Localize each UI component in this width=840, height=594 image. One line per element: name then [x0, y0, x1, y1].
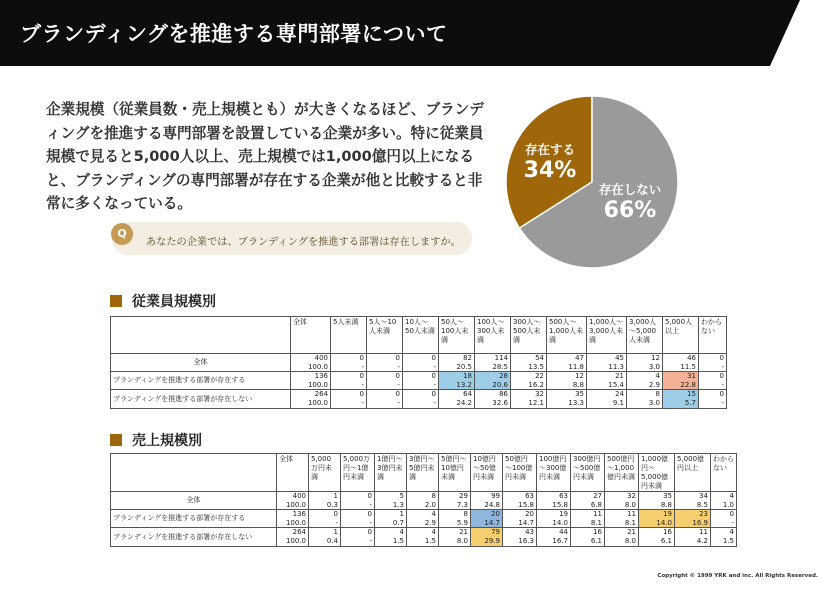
cell-percent: 1.5 — [407, 537, 439, 546]
row-label: ブランディングを推進する部署が存在する — [111, 372, 291, 390]
cell-percent: 13.3 — [547, 399, 587, 408]
cell-count: 0 — [711, 510, 737, 519]
row-label: 全体 — [111, 354, 291, 372]
column-header: 全体 — [277, 454, 309, 492]
column-header: 1,000人～3,000人未満 — [587, 317, 627, 354]
cell-percent: 13.2 — [439, 381, 475, 390]
cell-count: 20 — [503, 510, 537, 519]
section-title-text: 従業員規模別 — [132, 294, 216, 310]
cell-percent: 14.0 — [537, 519, 571, 528]
cell-count: 21 — [439, 528, 471, 537]
cell-count: 114 — [475, 354, 511, 363]
cell-count: 1 — [375, 510, 407, 519]
column-header: 5,000万円未満 — [309, 454, 341, 492]
column-header: 10人～50人未満 — [403, 317, 439, 354]
cell-count: 21 — [605, 528, 639, 537]
cell-percent: 5.9 — [439, 519, 471, 528]
cell-count: 19 — [639, 510, 675, 519]
cell-count: 21 — [587, 372, 627, 381]
cell-percent: 29.9 — [471, 537, 503, 546]
cell-count: 4 — [627, 372, 663, 381]
cell-count: 400 — [291, 354, 331, 363]
cell-percent: 100.0 — [277, 501, 309, 510]
cell-percent: 6.1 — [639, 537, 675, 546]
section-title-employee — [110, 291, 216, 311]
cell-count: 400 — [277, 492, 309, 501]
cell-count: 79 — [471, 528, 503, 537]
cell-count: 16 — [639, 528, 675, 537]
cell-count: 35 — [547, 390, 587, 399]
cell-count: 0 — [403, 354, 439, 363]
cell-percent: 8.0 — [439, 537, 471, 546]
page-title: ブランディングを推進する専門部署について — [20, 22, 448, 46]
lead-paragraph: 企業規模（従業員数・売上規模とも）が大きくなるほど、ブランディングを推進する専門部署を設置している企業が多い。特に従業員規模で見ると5,000人以上、売上規模では1,000億円以上になると、ブランディングの専門部署が存在する企業が他と比較すると非常に多くなっている。 — [46, 101, 484, 212]
section-marker — [110, 295, 122, 307]
cell-count: 0 — [403, 372, 439, 381]
cell-count: 28 — [475, 372, 511, 381]
cell-count: 11 — [605, 510, 639, 519]
cell-count: 64 — [439, 390, 475, 399]
cell-count: 20 — [471, 510, 503, 519]
cell-count: 12 — [547, 372, 587, 381]
cell-count: 12 — [627, 354, 663, 363]
cell-count: 0 — [367, 354, 403, 363]
section-title-sales — [110, 430, 202, 450]
cell-percent: - — [331, 399, 367, 408]
cell-percent: 20.5 — [439, 363, 475, 372]
cell-count: 0 — [341, 528, 375, 537]
cell-percent: 8.1 — [605, 519, 639, 528]
cell-count: 0 — [403, 390, 439, 399]
column-header: 1億円～3億円未満 — [375, 454, 407, 492]
cell-percent: 0.4 — [309, 537, 341, 546]
cell-percent: 6.1 — [571, 537, 605, 546]
cell-percent: 24.8 — [471, 501, 503, 510]
column-header: 3,000人～5,000人未満 — [627, 317, 663, 354]
cell-percent: - — [341, 519, 375, 528]
cell-percent: - — [699, 381, 727, 390]
pie-slice-label: 存在する — [524, 142, 575, 157]
copyright: Copyright © 1999 YRK and inc. All Rights Reserved. — [657, 573, 818, 579]
cell-count: 0 — [699, 390, 727, 399]
cell-count: 4 — [407, 510, 439, 519]
table-row — [111, 390, 727, 399]
cell-percent: 14.7 — [503, 519, 537, 528]
table-row — [111, 492, 737, 501]
cell-percent: 16.2 — [511, 381, 547, 390]
cell-percent: 7.3 — [439, 501, 471, 510]
pie-label-exists — [514, 140, 586, 184]
column-header: 全体 — [291, 317, 331, 354]
column-header: 5人～10人未満 — [367, 317, 403, 354]
cell-count: 82 — [439, 354, 475, 363]
cell-count: 264 — [291, 390, 331, 399]
cell-percent: 28.5 — [475, 363, 511, 372]
cell-count: 19 — [537, 510, 571, 519]
table-row — [111, 372, 727, 381]
cell-percent: - — [367, 381, 403, 390]
cell-count: 24 — [587, 390, 627, 399]
cell-count: 63 — [503, 492, 537, 501]
column-header: 100人～300人未満 — [475, 317, 511, 354]
header-corner — [111, 317, 291, 354]
cell-percent: 24.2 — [439, 399, 475, 408]
cell-count: 4 — [711, 492, 737, 501]
cell-percent: 8.8 — [547, 381, 587, 390]
cell-count: 45 — [587, 354, 627, 363]
cell-count: 8 — [627, 390, 663, 399]
sales-table — [110, 453, 737, 547]
pie-chart — [506, 96, 678, 268]
cell-count: 0 — [699, 354, 727, 363]
cell-count: 35 — [639, 492, 675, 501]
cell-percent: - — [711, 519, 737, 528]
cell-percent: 0.7 — [375, 519, 407, 528]
cell-count: 44 — [537, 528, 571, 537]
column-header: 500人～1,000人未満 — [547, 317, 587, 354]
cell-count: 0 — [309, 510, 341, 519]
cell-percent: 20.6 — [475, 381, 511, 390]
section-title-text: 売上規模別 — [132, 433, 202, 449]
cell-percent: - — [331, 363, 367, 372]
cell-percent: - — [403, 399, 439, 408]
cell-percent: 1.5 — [711, 537, 737, 546]
row-label: 全体 — [111, 492, 277, 510]
table-row — [111, 510, 737, 519]
column-header: 5,000人以上 — [663, 317, 699, 354]
cell-count: 1 — [309, 528, 341, 537]
cell-count: 8 — [439, 510, 471, 519]
cell-percent: 22.8 — [663, 381, 699, 390]
cell-count: 27 — [571, 492, 605, 501]
cell-count: 32 — [605, 492, 639, 501]
cell-percent: - — [403, 363, 439, 372]
cell-count: 0 — [341, 510, 375, 519]
pie-slice-value: 66% — [603, 198, 657, 223]
cell-percent: - — [367, 363, 403, 372]
column-header: 500億円～1,000億円未満 — [605, 454, 639, 492]
column-header: 5億円～10億円未満 — [439, 454, 471, 492]
cell-count: 46 — [663, 354, 699, 363]
cell-percent: 16.7 — [537, 537, 571, 546]
cell-count: 136 — [277, 510, 309, 519]
cell-count: 29 — [439, 492, 471, 501]
cell-percent: - — [403, 381, 439, 390]
cell-count: 4 — [711, 528, 737, 537]
cell-percent: - — [341, 501, 375, 510]
column-header: 3億円～5億円未満 — [407, 454, 439, 492]
table-header-row — [111, 317, 727, 354]
cell-percent: 100.0 — [291, 363, 331, 372]
cell-count: 264 — [277, 528, 309, 537]
cell-percent: 6.8 — [571, 501, 605, 510]
cell-percent: 14.7 — [471, 519, 503, 528]
employee-table — [110, 316, 727, 409]
pie-slice-value: 34% — [523, 158, 577, 183]
column-header: 300人～500人未満 — [511, 317, 547, 354]
pie-slice-label: 存在しない — [598, 182, 662, 197]
cell-percent: 100.0 — [277, 537, 309, 546]
cell-percent: 16.9 — [675, 519, 711, 528]
cell-percent: 100.0 — [291, 381, 331, 390]
cell-count: 34 — [675, 492, 711, 501]
cell-percent: 13.5 — [511, 363, 547, 372]
column-header: 300億円～500億円未満 — [571, 454, 605, 492]
cell-count: 23 — [675, 510, 711, 519]
cell-percent: 14.0 — [639, 519, 675, 528]
question-badge: Q — [111, 223, 133, 245]
cell-percent: 11.3 — [587, 363, 627, 372]
cell-percent: 15.8 — [503, 501, 537, 510]
cell-count: 136 — [291, 372, 331, 381]
cell-percent: - — [331, 381, 367, 390]
cell-percent: - — [309, 519, 341, 528]
cell-count: 22 — [511, 372, 547, 381]
cell-percent: 9.1 — [587, 399, 627, 408]
cell-count: 11 — [571, 510, 605, 519]
cell-percent: 8.1 — [571, 519, 605, 528]
cell-percent: - — [341, 537, 375, 546]
table-header-row — [111, 454, 737, 492]
cell-percent: 100.0 — [291, 399, 331, 408]
cell-count: 54 — [511, 354, 547, 363]
cell-percent: 4.2 — [675, 537, 711, 546]
row-label: ブランディングを推進する部署が存在しない — [111, 528, 277, 546]
cell-percent: 8.5 — [675, 501, 711, 510]
cell-percent: 5.7 — [663, 399, 699, 408]
cell-percent: 1.0 — [711, 501, 737, 510]
column-header: 50億円～100億円未満 — [503, 454, 537, 492]
cell-count: 8 — [407, 492, 439, 501]
cell-count: 0 — [341, 492, 375, 501]
table-row — [111, 528, 737, 537]
cell-percent: 8.0 — [605, 501, 639, 510]
column-header: 5,000万円～1億円未満 — [341, 454, 375, 492]
column-header: わからない — [711, 454, 737, 492]
cell-percent: - — [699, 399, 727, 408]
cell-count: 47 — [547, 354, 587, 363]
cell-percent: 2.9 — [407, 519, 439, 528]
cell-percent: 3.0 — [627, 399, 663, 408]
cell-percent: - — [699, 363, 727, 372]
row-label: ブランディングを推進する部署が存在しない — [111, 390, 291, 408]
column-header: 5人未満 — [331, 317, 367, 354]
cell-count: 43 — [503, 528, 537, 537]
row-label: ブランディングを推進する部署が存在する — [111, 510, 277, 528]
cell-percent: 2.9 — [627, 381, 663, 390]
cell-percent: 11.5 — [663, 363, 699, 372]
cell-count: 0 — [331, 354, 367, 363]
cell-count: 31 — [663, 372, 699, 381]
column-header: 100億円～300億円未満 — [537, 454, 571, 492]
pie-label-not-exists — [590, 180, 670, 224]
column-header: 1,000億円～5,000億円未満 — [639, 454, 675, 492]
cell-percent: 100.0 — [277, 519, 309, 528]
cell-percent: 1.5 — [375, 537, 407, 546]
cell-count: 11 — [675, 528, 711, 537]
cell-count: 5 — [375, 492, 407, 501]
cell-percent: 12.1 — [511, 399, 547, 408]
cell-count: 15 — [663, 390, 699, 399]
cell-percent: 8.0 — [605, 537, 639, 546]
column-header: 10億円～50億円未満 — [471, 454, 503, 492]
cell-count: 18 — [439, 372, 475, 381]
cell-count: 0 — [331, 390, 367, 399]
cell-count: 16 — [571, 528, 605, 537]
cell-percent: - — [367, 399, 403, 408]
cell-percent: 11.8 — [547, 363, 587, 372]
cell-count: 32 — [511, 390, 547, 399]
header-corner — [111, 454, 277, 492]
section-marker — [110, 434, 122, 446]
column-header: わからない — [699, 317, 727, 354]
cell-count: 4 — [375, 528, 407, 537]
cell-count: 1 — [309, 492, 341, 501]
cell-percent: 8.8 — [639, 501, 675, 510]
cell-percent: 15.8 — [537, 501, 571, 510]
cell-count: 63 — [537, 492, 571, 501]
cell-percent: 0.3 — [309, 501, 341, 510]
cell-count: 0 — [367, 372, 403, 381]
cell-count: 0 — [699, 372, 727, 381]
cell-percent: 3.0 — [627, 363, 663, 372]
column-header: 5,000億円以上 — [675, 454, 711, 492]
cell-count: 86 — [475, 390, 511, 399]
table-row — [111, 354, 727, 363]
cell-percent: 15.4 — [587, 381, 627, 390]
cell-percent: 32.6 — [475, 399, 511, 408]
question-text: あなたの企業では、ブランディングを推進する部署は存在しますか。 — [146, 237, 461, 248]
cell-count: 4 — [407, 528, 439, 537]
cell-count: 99 — [471, 492, 503, 501]
cell-percent: 16.3 — [503, 537, 537, 546]
cell-percent: 1.3 — [375, 501, 407, 510]
cell-count: 0 — [331, 372, 367, 381]
cell-percent: 2.0 — [407, 501, 439, 510]
cell-count: 0 — [367, 390, 403, 399]
column-header: 50人～100人未満 — [439, 317, 475, 354]
